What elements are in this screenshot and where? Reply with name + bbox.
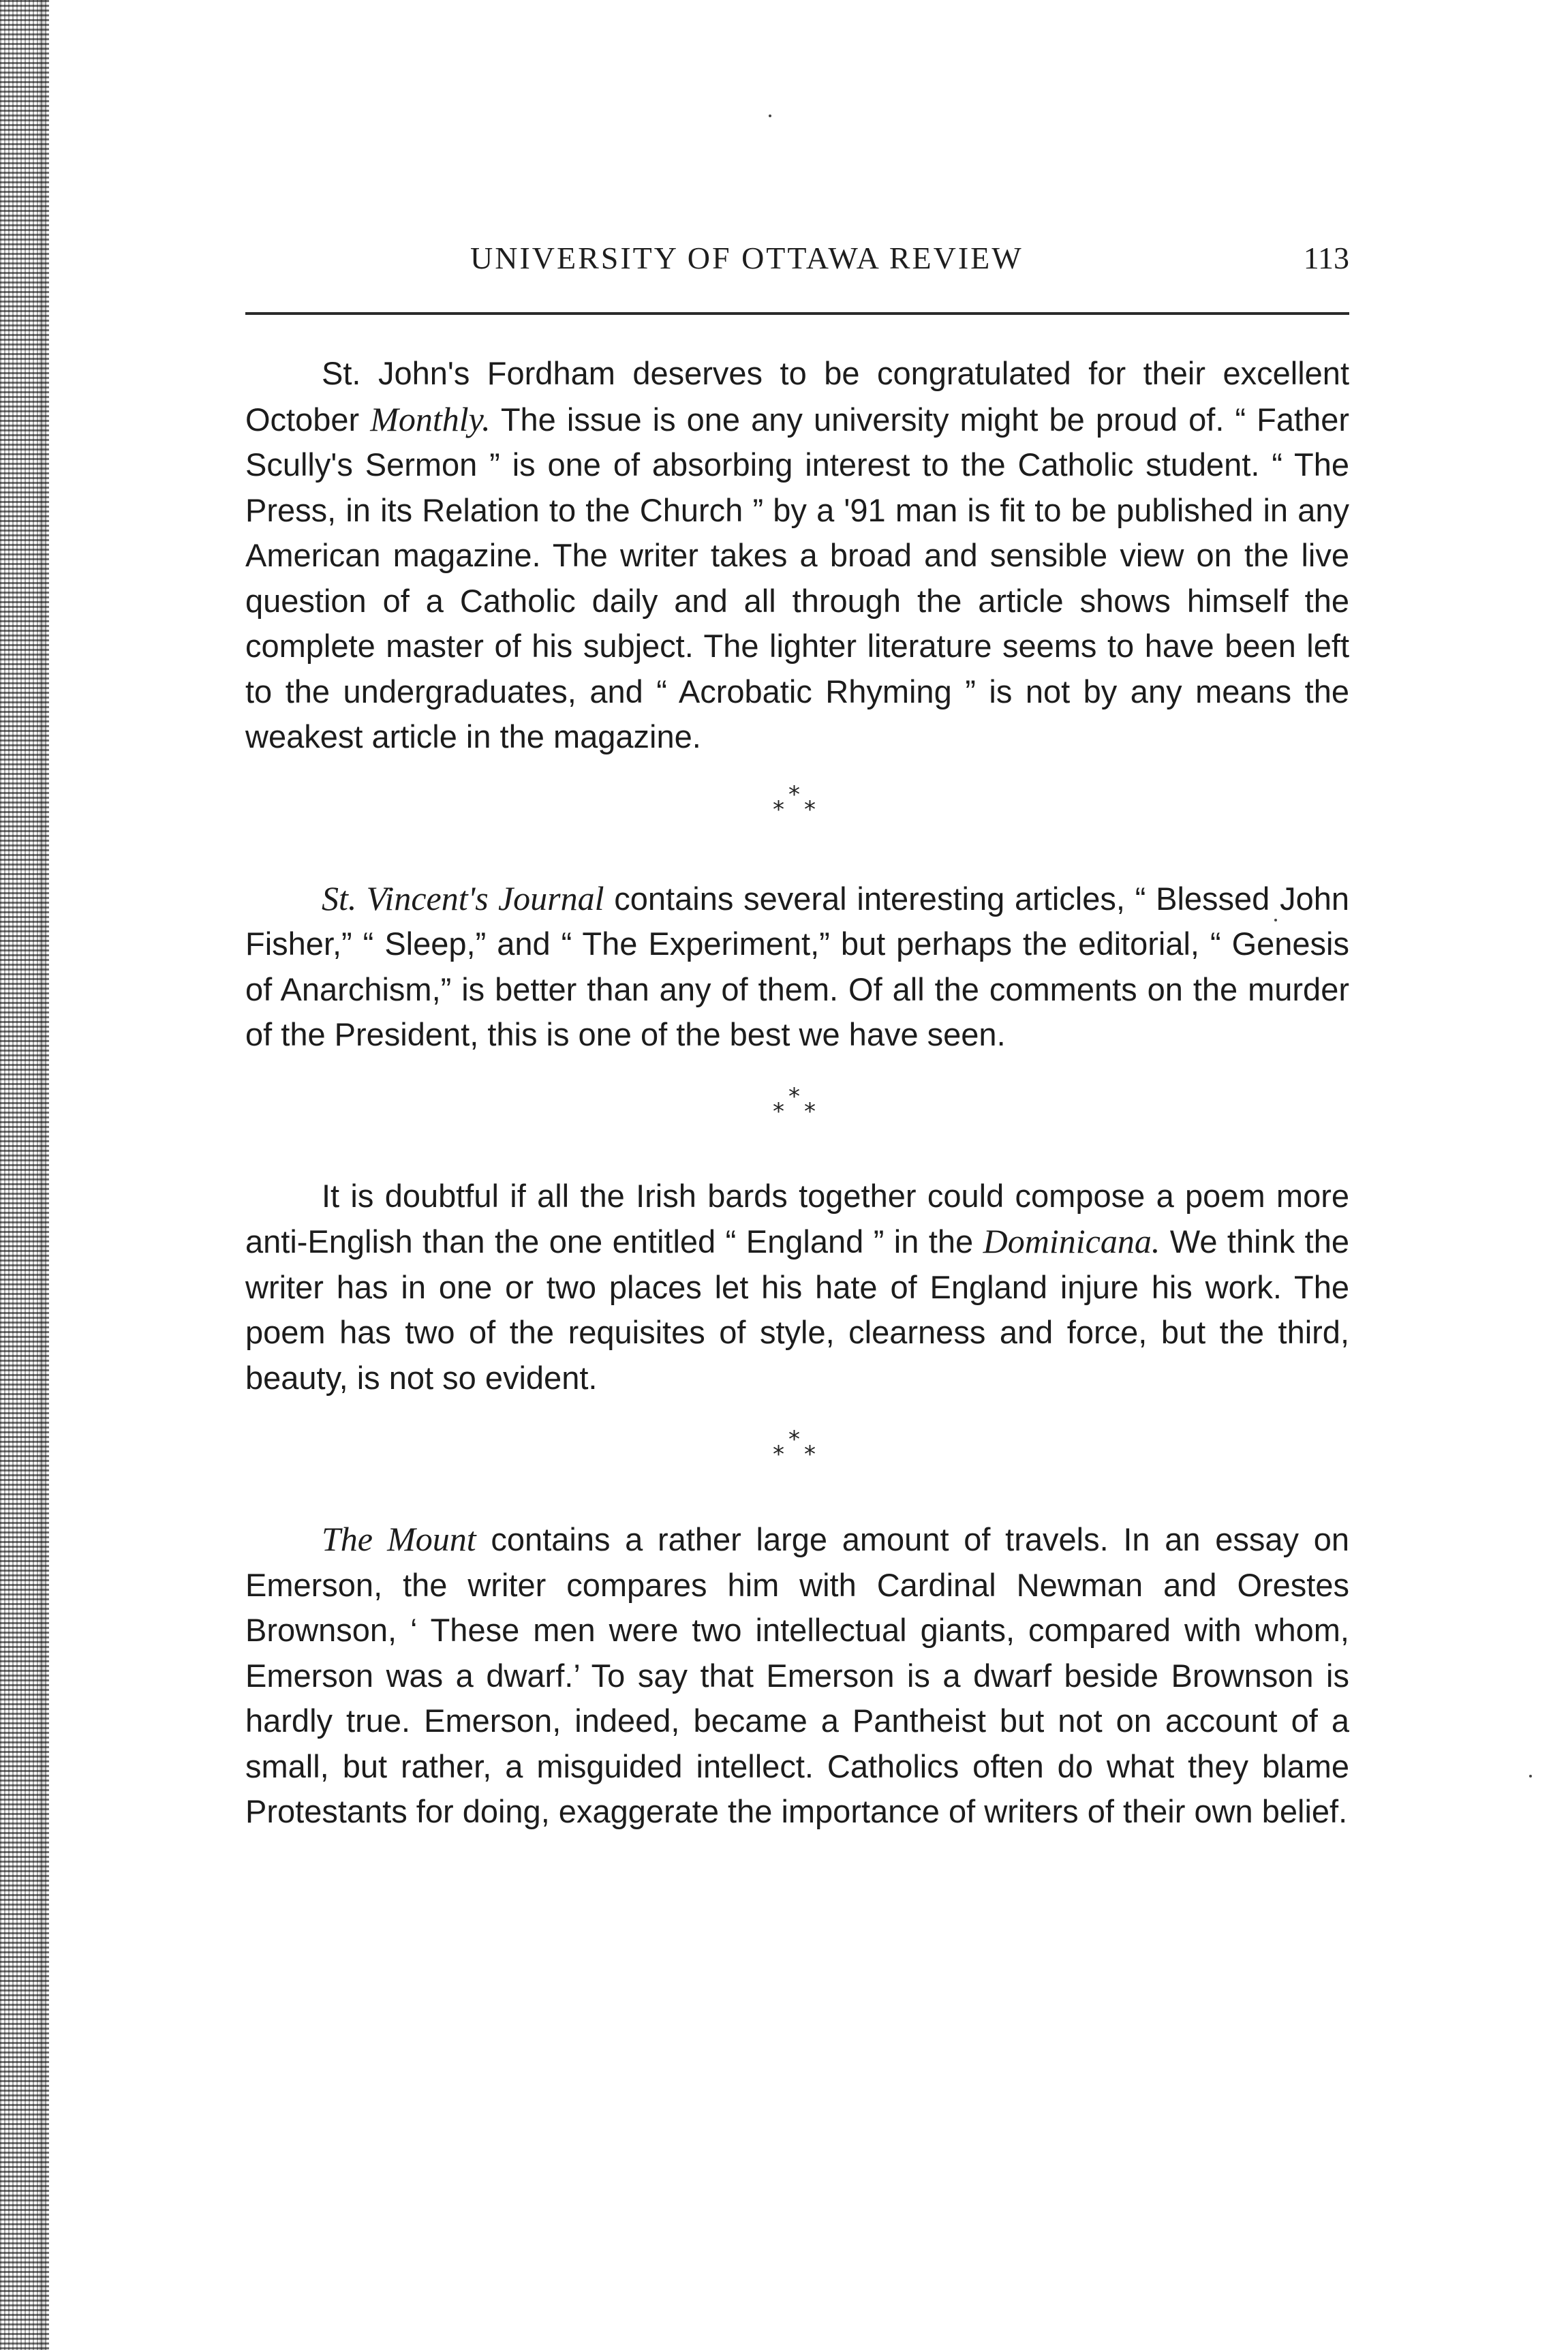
running-head: UNIVERSITY OF OTTAWA REVIEW	[470, 241, 1024, 275]
paragraph-the-mount	[245, 1516, 1349, 1835]
asterism-star: *	[773, 1097, 784, 1125]
asterism-divider	[245, 1401, 1349, 1516]
asterism-star: *	[773, 795, 784, 823]
paragraph-text: contains several interesting articles, “ Blessed John Fisher,” “ Sleep,” and “ The Experiment,” but perhaps the editorial, “ Genesis of Anarchism,” is better than any of them. Of all the comments on the murder of the President, this is one of the best we have seen.	[245, 880, 1350, 1052]
asterism-divider	[245, 1058, 1349, 1174]
title-st-vincents-journal: St. Vincent's Journal	[322, 879, 604, 917]
asterism-star: *	[788, 1426, 800, 1453]
asterism-star: *	[773, 1441, 784, 1468]
asterism-star: *	[788, 1082, 800, 1110]
page-edge-scan-artifact	[0, 0, 49, 2350]
paragraph-text: The issue is one any university might be proud of. “ Father Scully's Sermon ” is one of absorbing interest to the Catholic student. “ The Press, in its Relation to the Church ” by a '91 man is fit to be published in any American magazine. The writer takes a broad and sensible view on the live question of a Catholic daily and all through the article shows himself the complete master of his subject. The lighter literature seems to have been left to the undergraduates, and “ Acrobatic Rhyming ” is not by any means the weakest article in the magazine.	[245, 401, 1349, 754]
asterism-divider	[245, 760, 1349, 876]
scan-speck	[1529, 1775, 1532, 1777]
paragraph-fordham	[245, 351, 1349, 760]
page-header	[245, 240, 1349, 281]
paragraph-text: We think the writer has in one or two places let his hate of England injure his work. The poem has two of the requisites of style, clearness and force, but the third, beauty, is not so evident.	[245, 1223, 1349, 1396]
asterism-star: *	[804, 1097, 816, 1125]
paragraph-dominicana	[245, 1174, 1349, 1401]
paragraph-text: St. John's Fordham deserves to be congratulated for their excellent October	[245, 355, 1349, 438]
header-rule	[245, 312, 1349, 315]
title-dominicana: Dominicana.	[983, 1222, 1160, 1260]
paragraph-text: It is doubtful if all the Irish bards together could compose a poem more anti-English than the one entitled “ England ” in the	[245, 1177, 1349, 1260]
asterism-star: *	[788, 780, 800, 808]
page-number: 113	[1303, 241, 1349, 275]
paragraph-st-vincents	[245, 876, 1349, 1058]
asterism-star: *	[804, 1441, 816, 1468]
paragraph-text: contains a rather large amount of travels. In an essay on Emerson, the writer compares him with Cardinal Newman and Orestes Brownson, ‘ These men were two intellectual giants, compared with whom, Emerson was a dwarf.’ To say that Emerson is a dwarf beside Brownson is hardly true. Emerson, indeed, became a Pantheist but not on account of a small, but rather, a misguided intellect. Catholics often do what they blame Protestants for doing, exaggerate the importance of writers of their own belief.	[245, 1521, 1350, 1829]
title-the-mount: The Mount	[322, 1520, 476, 1558]
article-body	[245, 351, 1349, 1835]
asterism-star: *	[804, 795, 816, 823]
scan-speck	[769, 115, 771, 117]
title-monthly: Monthly.	[370, 399, 491, 438]
